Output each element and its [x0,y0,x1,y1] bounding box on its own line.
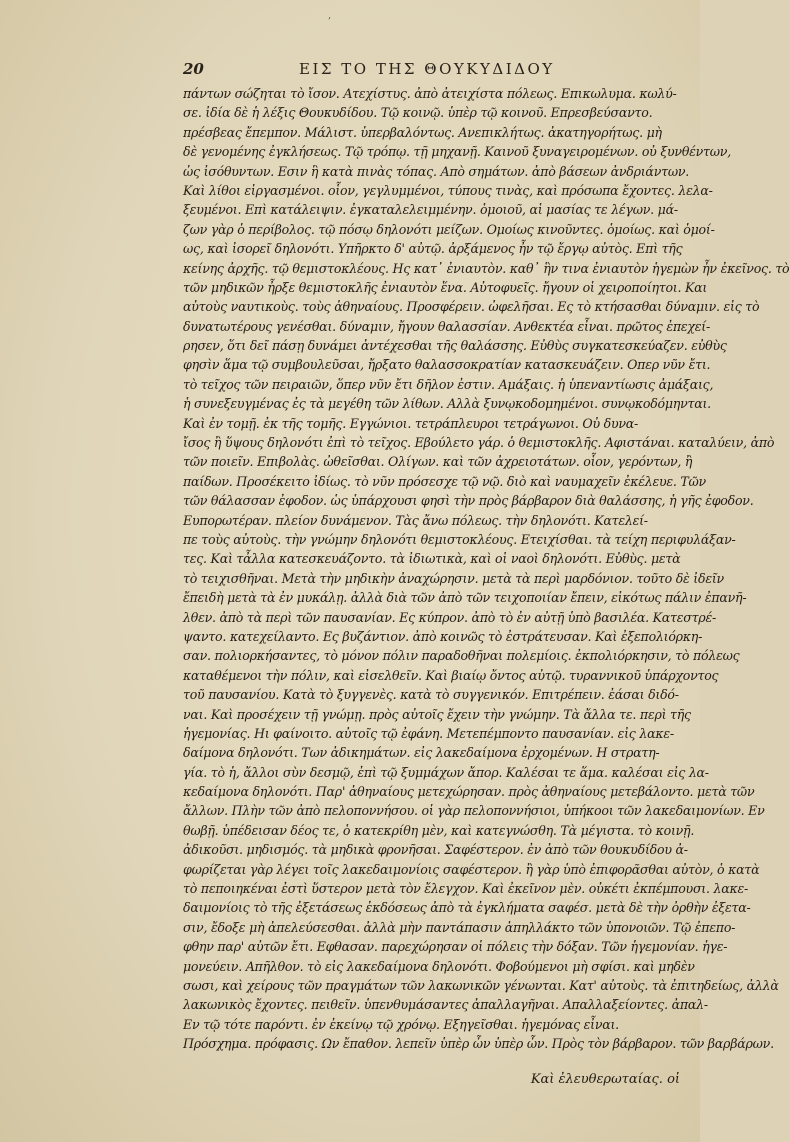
text-line: μονεύειν. Απῆλθον. τὸ εἰς λακεδαίμονα δηλονότι. Φοβούμενοι μὴ σφίσι. καὶ μηδὲν [183,958,695,974]
text-line: θωβῇ. ὑπέδεισαν δέος τε, ὁ κατεκρίθη μὲν, καὶ κατεγνώσθη. Τὰ μέγιστα. τὸ κοινῇ. [183,822,695,838]
text-line: φωρίζεται γὰρ λέγει τοῖς λακεδαιμονίοις σαφέστερον. ἢ γὰρ ὑπὸ ἐπιφορᾶσθαι αὐτὸν, ὁ κατὰ [183,861,760,877]
text-body [183,84,789,1084]
text-line: πε τοὺς αὐτοὺς. τὴν γνώμην δηλονότι θεμιστοκλέους. Ετειχίσθαι. τὰ τείχη περιφυλάξαν- [183,531,736,547]
text-line: παίδων. Προσέκειτο ἰδίως. τὸ νῦν πρόσεσχε τῷ νῷ. διὸ καὶ ναυμαχεῖν ἐκέλευε. Τῶν [183,473,706,489]
text-line: ξευμένοι. Επὶ κατάλειψιν. ἐγκαταλελειμμένην. ὁμοιοῦ, αἱ μασίας τε λέγων. μά- [183,202,678,218]
text-line: γία. τὸ ἡ, ἄλλοι σὺν δεσμῷ, ἐπὶ τῷ ξυμμάχων ἄπορ. Καλέσαι τε ἅμα. καλέσαι εἰς λα- [183,764,709,780]
text-line: ἄλλων. Πλὴν τῶν ἀπὸ πελοποννήσου. οἱ γὰρ πελοποννήσιοι, ὑπήκοοι τῶν λακεδαιμονίων. Εν [183,803,765,819]
text-line: ψαντο. κατεχείλαντο. Ες βυζάντιον. ἀπὸ κοινῶς τὸ ἐστράτευσαν. Καὶ ἐξεπολιόρκη- [183,628,703,644]
text-line: τοῦ παυσανίου. Κατὰ τὸ ξυγγενὲς. κατὰ τὸ συγγενικόν. Επιτρέπειν. ἐάσαι διδό- [183,687,679,703]
text-line: φησὶν ἅμα τῷ συμβουλεῦσαι, ἤρξατο θαλασσοκρατίαν κατασκευάζειν. Οπερ νῦν ἔτι. [183,357,711,373]
text-line: ὡς ἰσόθυντων. Εσιν ἣ κατὰ πινὰς τόπας. Απὸ σημάτων. ἀπὸ βάσεων ἀνδριάντων. [183,163,689,179]
text-line: Ευπορωτέραν. πλείον δυνάμενον. Τὰς ἄνω πόλεως. τὴν δηλονότι. Κατελεί- [183,512,648,528]
text-line: τὸ πεποιηκέναι ἐστὶ ὕστερον μετὰ τὸν ἔλεγχον. Καὶ ἐκεῖνον μὲν. οὐκέτι ἐκπέμπουσι. λακε- [183,881,748,897]
page-number: 20 [183,60,204,78]
text-line: σαν. πολιορκήσαντες, τὸ μόνον πόλιν παραδοθῆναι πολεμίοις. ἐκπολιόρκησιν, τὸ πόλεως [183,648,740,664]
text-line: δὲ γενομένης ἐγκλήσεως. Τῷ τρόπῳ. τῇ μηχανῇ. Καινοῦ ξυναγειρομένων. οὐ ξυνθέντων, [183,144,731,160]
text-line: ἴσος ἢ ὕψους δηλονότι ἐπὶ τὸ τεῖχος. Εβούλετο γάρ. ὁ θεμιστοκλῆς. Αφιστάναι. καταλύειν, ἀπὸ [183,435,775,451]
text-line: φθην παρ' αὐτῶν ἔτι. Εφθασαν. παρεχώρησαν οἱ πόλεις τὴν δόξαν. Τῶν ἡγεμονίαν. ἡγε- [183,939,728,955]
text-line: δαιμονίοις τὸ τῆς ἐξετάσεως ἐκδόσεως ἀπὸ τὰ ἐγκλήματα σαφέσ. μετὰ δὲ τὴν ὀρθὴν ἐξετα- [183,900,751,916]
text-line: σε. ἰδία δὲ ἡ λέξις Θουκυδίδου. Τῷ κοινῷ. ὑπὲρ τῷ κοινοῦ. Επρεσβεύσαντο. [183,105,653,121]
page-header [183,60,683,80]
text-line: Πρόσχημα. πρόφασις. Ων ἔπαθον. λεπεῖν ὑπὲρ ὧν ὑπὲρ ὧν. Πρὸς τὸν βάρβαρον. τῶν βαρβάρων. [183,1036,774,1052]
text-line: Καὶ λίθοι εἰργασμένοι. οἷον, γεγλυμμένοι, τύπους τινὰς, καὶ πρόσωπα ἔχοντες. λελα- [183,182,713,198]
text-line: τῶν θάλασσαν ἐφοδον. ὡς ὑπάρχουσι φησὶ τὴν πρὸς βάρβαρον διὰ θαλάσσης, ἡ γῆς ἐφοδον. [183,493,754,509]
top-mark: , [328,10,332,21]
text-line: σιν, ἔδοξε μὴ ἀπελεύσεσθαι. ἀλλὰ μὴν παντάπασιν ἀπηλλάκτο τῶν ὑπονοιῶν. Τῷ ἐπεπο- [183,919,736,935]
text-line: καταθέμενοι τὴν πόλιν, καὶ εἰσελθεῖν. Καὶ βιαίῳ ὄντος αὐτῷ. τυραννικοῦ ὑπάρχοντος [183,667,719,683]
text-line: ἀδικοῦσι. μηδισμός. τὰ μηδικὰ φρονῆσαι. Σαφέστερον. ἐν ἀπὸ τῶν θουκυδίδου ἀ- [183,842,688,858]
text-line: ως, καὶ ἰσορεῖ δηλονότι. Υπῆρκτο δ' αὐτῷ. ἀρξάμενος ἦν τῷ ἔργῳ αὐτὸς. Επὶ τῆς [183,241,683,257]
text-line: ρησεν, ὅτι δεῖ πάσῃ δυνάμει ἀντέχεσθαι τῆς θαλάσσης. Εὐθὺς συγκατεσκεύαζεν. εὐθὺς [183,338,727,354]
text-line: Καὶ ἐν τομῇ. ἐκ τῆς τομῆς. Εγγώνιοι. τετράπλευροι τετράγωνοι. Οὐ δυνα- [183,415,639,431]
text-line: ἔπειδὴ μετὰ τὰ ἐν μυκάλῃ. ἀλλὰ διὰ τῶν ἀπὸ τῶν τειχοποιίαν ἔπειν, εἰκότως πάλιν ἐπανῆ- [183,590,747,606]
text-line: ἡγεμονίας. Ηι φαίνοιτο. αὐτοῖς τῷ ἐφάνη. Μετεπέμποντο παυσανίαν. εἰς λακε- [183,725,674,741]
text-line: τὸ τειχισθῆναι. Μετὰ τὴν μηδικὴν ἀναχώρησιν. μετὰ τὰ περὶ μαρδόνιον. τοῦτο δὲ ἰδεῖν [183,570,724,586]
text-line: ναι. Καὶ προσέχειν τῇ γνώμῃ. πρὸς αὐτοῖς ἔχειν τὴν γνώμην. Τὰ ἄλλα τε. περὶ τῆς [183,706,691,722]
text-line: λθεν. ἀπὸ τὰ περὶ τῶν παυσανίαν. Ες κύπρον. ἀπὸ τὸ ἐν αὐτῇ ὑπὸ βασιλέα. Κατεστρέ- [183,609,716,625]
text-line: κεδαίμονα δηλονότι. Παρ' ἀθηναίους μετεχώρησαν. πρὸς ἀθηναίους μετεβάλοντο. μετὰ τῶν [183,784,755,800]
text-line: λακωνικὸς ἔχοντες. πειθεῖν. ὑπενθυμάσαντες ἀπαλλαγῆναι. Απαλλαξείοντες. ἀπαλ- [183,997,708,1013]
text-line: πάντων σώζηται τὸ ἴσον. Ατεχίστυς. ἀπὸ ἀτειχίστα πόλεως. Επικωλυμα. κωλύ- [183,86,677,101]
text-line: τες. Καὶ τἆλλα κατεσκευάζοντο. τὰ ἰδιωτικὰ, καὶ οἱ ναοὶ δηλονότι. Εὐθὺς. μετὰ [183,551,681,567]
text-line: δυνατωτέρους γενέσθαι. δύναμιν, ἤγουν θαλασσίαν. Ανθεκτέα εἶναι. πρῶτος ἐπεχεί- [183,318,710,334]
text-line: ζων γὰρ ὁ περίβολος. τῷ πόσῳ δηλονότι μείζων. Ομοίως κινοῦντες. ὁμοίως. καὶ ὁμοί- [183,221,715,237]
text-line: τὸ τεῖχος τῶν πειραιῶν, ὅπερ νῦν ἔτι δῆλον ἐστιν. Αμάξαις. ἡ ὑπεναντίωσις ἀμάξαις, [183,376,714,392]
text-line: δαίμονα δηλονότι. Των ἀδικημάτων. εἰς λακεδαίμονα ἐρχομένων. Η στρατη- [183,745,660,761]
text-line: κείνης ἀρχῆς. τῷ θεμιστοκλέους. Ης κατ᾽ ἐνιαυτὸν. καθ᾽ ἣν τινα ἐνιαυτὸν ἡγεμὼν ἦν ἐκεῖνος. τὸ [183,260,789,276]
catchword: Καὶ ἐλευθερωταίας. οἱ [530,1072,680,1087]
text-line: Εν τῷ τότε παρόντι. ἐν ἐκείνῳ τῷ χρόνῳ. Εξηγεῖσθαι. ἡγεμόνας εἶναι. [183,1016,619,1032]
text-line: αὐτοὺς ναυτικοὺς. τοὺς ἀθηναίους. Προσφέρειν. ὠφελῆσαι. Ες τὸ κτήσασθαι δύναμιν. εἰς τὸ [183,299,760,315]
text-line: τῶν μηδικῶν ἦρξε θεμιστοκλῆς ἐνιαυτὸν ἕνα. Αὐτοφυεῖς. ἤγουν οἱ χειροποίητοι. Και [183,279,708,295]
text-line: τῶν ποιεῖν. Επιβολὰς. ὠθεῖσθαι. Ολίγων. καὶ τῶν ἀχρειοτάτων. οἷον, γερόντων, ἢ [183,454,693,470]
running-head: ΕΙΣ ΤΟ ΤΗΣ ΘΟΥΚΥΔΙΔΟΥ [299,60,555,78]
text-line: πρέσβεας ἔπεμπον. Μάλιστ. ὑπερβαλόντως. Ανεπικλήτως. ἀκατηγορήτως. μὴ [183,124,662,140]
text-line: ἡ συνεξευγμένας ἐς τὰ μεγέθη τῶν λίθων. Αλλὰ ξυνῳκοδομημένοι. συνῳκοδόμηνται. [183,396,711,412]
text-line: σωσι, καὶ χείρους τῶν πραγμάτων τῶν λακωνικῶν γένωνται. Κατ' αὐτοὺς. τὰ ἐπιτηδείως, ἀλλὰ [183,977,779,993]
